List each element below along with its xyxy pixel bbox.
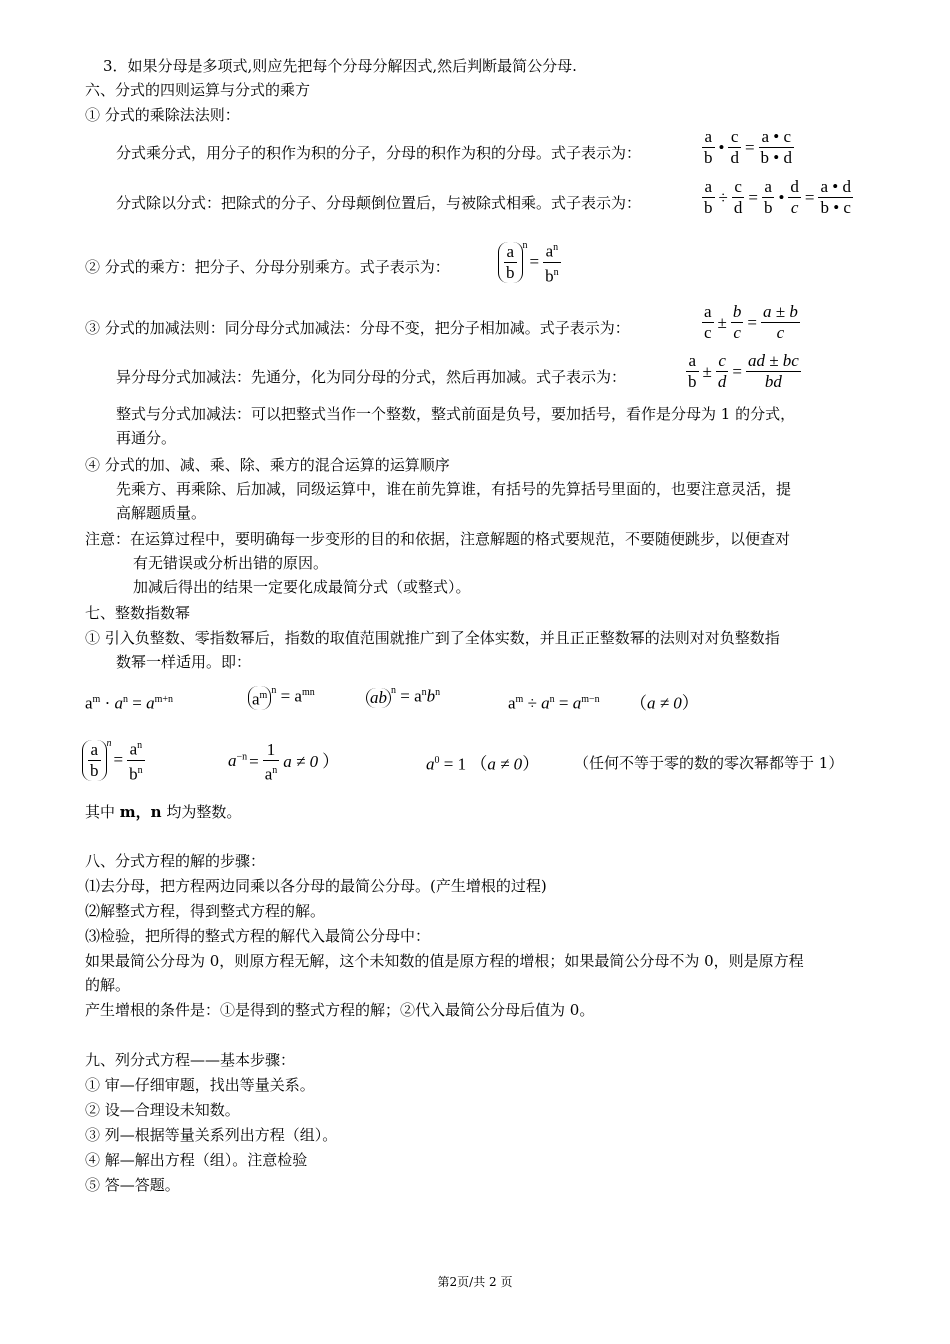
note-line: 加减后得出的结果一定要化成最简分式（或整式）。 — [133, 578, 471, 596]
formula-power: $\frac{a}{b}$ $^n$= $\frac{a^n}{b^n}$ — [498, 238, 563, 286]
text-line: 再通分。 — [116, 429, 177, 447]
text-line: 产生增根的条件是：①是得到的整式方程的解；②代入最简公分母后值为 0。 — [85, 1001, 595, 1019]
text-line: 整式与分式加减法：可以把整式当作一个整数，整式前面是负号，要加括号，看作是分母为 1 的分式， — [116, 405, 796, 423]
section-heading: 六、分式的四则运算与分式的乘方 — [85, 81, 311, 99]
list-item: ② 设—合理设未知数。 — [85, 1101, 240, 1119]
text-line: 分式除以分式：把除式的分子、分母颠倒位置后，与被除式相乘。式子表示为： — [116, 194, 642, 212]
section-heading: 八、分式方程的解的步骤： — [85, 852, 266, 870]
text-line: ② 分式的乘方：把分子、分母分别乘方。式子表示为： — [85, 258, 450, 276]
text-line: 其中 m，n 均为整数。 — [85, 803, 242, 821]
text-line: 分式乘分式，用分子的积作为积的分子，分母的积作为积的分母。式子表示为： — [116, 144, 642, 162]
text-line: ④ 分式的加、减、乘、除、乘方的混合运算的运算顺序 — [85, 456, 450, 474]
formula-add-diff: $\frac{a}{b}$ ± $\frac{c}{d}$ = $\frac{ad \pm bc}{bd}$ — [688, 351, 799, 391]
note-line: 有无错误或分析出错的原因。 — [133, 554, 329, 572]
list-item: ④ 解—解出方程（组）。注意检验 — [85, 1151, 308, 1169]
text-line: 先乘方、再乘除、后加减，同级运算中，谁在前先算谁，有括号的先算括号里面的，也要注意灵活，提 — [116, 480, 792, 498]
section-heading: 九、列分式方程——基本步骤： — [85, 1051, 296, 1069]
formula-exp-zero: $a^0 = 1$ （a ≠ 0） — [426, 754, 540, 774]
text-line: 如果最简公分母为 0，则原方程无解，这个未知数的值是原方程的增根；如果最简公分母不为 0，则是原方程 — [85, 952, 804, 970]
text-line: 异分母分式加减法：先通分，化为同分母的分式，然后再加减。式子表示为： — [116, 368, 627, 386]
text-line: ⑵解整式方程，得到整式方程的解。 — [85, 902, 326, 920]
formula-exp-negative: $a^{-n}$ = $\frac{1}{a^n}$ a ≠ 0 ） — [228, 740, 340, 784]
text-line: ⑴去分母，把方程两边同乘以各分母的最简公分母。(产生增根的过程) — [85, 877, 547, 895]
text-line: ⑶检验，把所得的整式方程的解代入最简公分母中： — [85, 927, 431, 945]
text-line: ① 分式的乘除法法则： — [85, 106, 240, 124]
formula-exp-quotient: $a^m \div a^n = a^{m-n}$ （a ≠ 0） — [508, 693, 699, 713]
text-line: 的解。 — [85, 976, 131, 994]
text-line: 3．如果分母是多项式,则应先把每个分母分解因式,然后判断最简公分母. — [103, 57, 577, 75]
formula-exp-product: $a^m \cdot a^n = a^{m+n}$ — [85, 693, 174, 713]
text-line: 高解题质量。 — [116, 504, 207, 522]
list-item: ③ 列—根据等量关系列出方程（组）。 — [85, 1126, 338, 1144]
formula-add-same: $\frac{a}{c}$ ± $\frac{b}{c}$ = $\frac{a \pm b}{c}$ — [704, 302, 798, 342]
formula-exp-power: $a^m$ $^n = a^{mn}$ — [248, 683, 315, 710]
section-heading: 七、整数指数幂 — [85, 604, 191, 622]
list-item: ⑤ 答—答题。 — [85, 1176, 180, 1194]
formula-divide: $\frac{a}{b}$ ÷ $\frac{c}{d}$ = $\frac{a}{b}$ • $\frac{d}{c}$ = $\frac{a • d}{b • c}$ — [704, 177, 851, 217]
text-line: （任何不等于零的数的零次幂都等于 1） — [574, 754, 844, 772]
formula-exp-frac-power: $\frac{a}{b}$ $^n$= $\frac{a^n}{b^n}$ — [82, 736, 147, 784]
note-line: 注意：在运算过程中，要明确每一步变形的目的和依据，注意解题的格式要规范，不要随便跳步，以便查对 — [85, 530, 791, 548]
list-item: ① 审—仔细审题，找出等量关系。 — [85, 1076, 315, 1094]
text-line: ① 引入负整数、零指数幂后，指数的取值范围就推广到了全体实数，并且正正整数幂的法则对对负整数指 — [85, 629, 780, 647]
text-line: 数幂一样适用。即： — [116, 653, 252, 671]
page-footer: 第2页/共 2 页 — [437, 1275, 513, 1289]
text-line: ③ 分式的加减法则：同分母分式加减法：分母不变，把分子相加减。式子表示为： — [85, 319, 630, 337]
formula-exp-product-power: ab $^n = a^nb^n$ — [366, 683, 440, 708]
formula-multiply: $\frac{a}{b}$ • $\frac{c}{d}$ = $\frac{a • c}{b • d}$ — [704, 127, 792, 167]
